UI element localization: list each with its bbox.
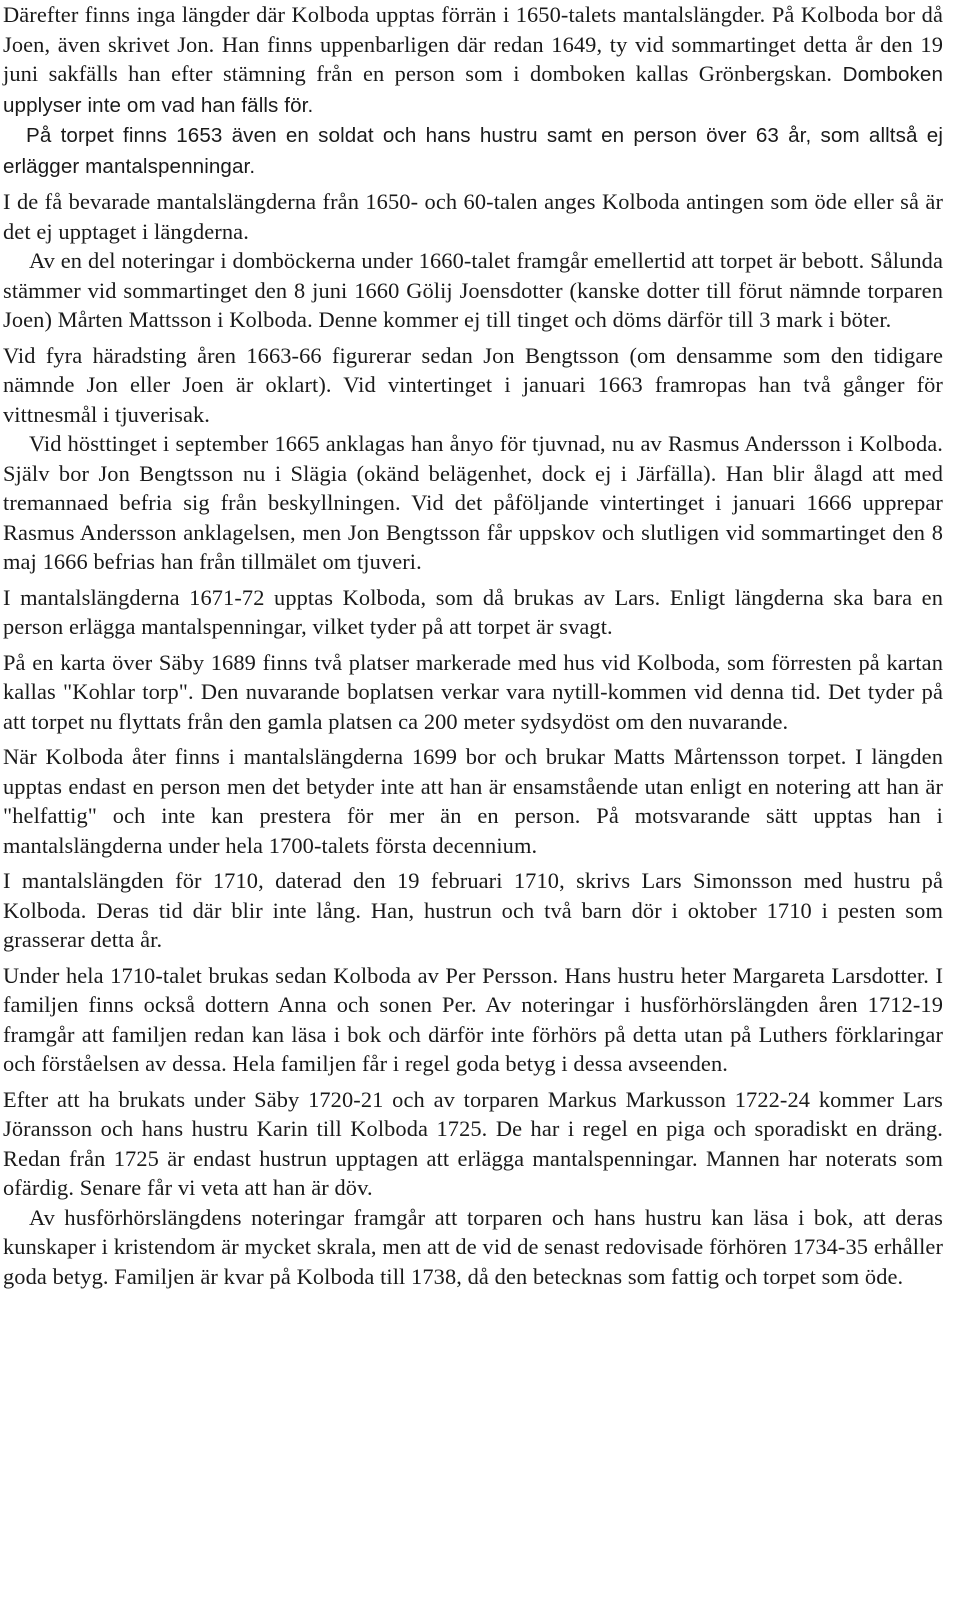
paragraph-12: Efter att ha brukats under Säby 1720-21 och av torparen Markus Markusson 1722-24 kommer Lars Jöransson och hans hustru Karin till Kolboda 1725. De har i regel en piga och sporadiskt en dräng. Redan från 1725 är endast hustrun upptagen att erlägga mantalspenningar. Mannen har noterats som ofärdig. Senare får vi veta att han är döv. <box>3 1086 943 1200</box>
paragraph-11: Under hela 1710-talet brukas sedan Kolboda av Per Persson. Hans hustru heter Margareta Larsdotter. I familjen finns också dottern Anna och sonen Per. Av noteringar i husförhörslängden åren 1712-19 framgår att familjen redan kan läsa i bok och därför inte förhörs på detta utan på Luthers förklaringar och förståelsen av dessa. Hela familjen får i regel goda betyg i dessa avseenden. <box>3 962 943 1076</box>
paragraph-10: I mantalslängden för 1710, daterad den 19 februari 1710, skrivs Lars Simonsson med hustru på Kolboda. Deras tid där blir inte lång. Han, hustrun och två barn dör i oktober 1710 i pesten som grasserar detta år. <box>3 868 943 952</box>
paragraph-1 <box>3 0 943 120</box>
paragraph-5: Vid fyra häradsting åren 1663-66 figurerar sedan Jon Bengtsson (om densamme som den tidigare nämnde Jon eller Joen är oklart). Vid vintertinget i januari 1663 framropas han två gånger för vittnesmål i tjuverisak. <box>3 342 943 427</box>
paragraph-9: När Kolboda åter finns i mantalslängderna 1699 bor och brukar Matts Mårtensson torpet. I längden upptas endast en person men det betyder inte att han är ensamstående utan enligt en notering att han är "helfattig" och inte kan prestera för mer än en person. På motsvarande sätt upptas han i mantalslängderna under hela 1700-talets första decennium. <box>3 744 943 858</box>
paragraph-3: I de få bevarade mantalslängderna från 1650- och 60-talen anges Kolboda antingen som öde eller så är det ej upptaget i längderna. <box>3 189 943 244</box>
paragraph-1-serif-text: Därefter finns inga längder där Kolboda upptas förrän i 1650-talets mantalslängder. På Kolboda bor då Joen, även skrivet Jon. Han finns uppenbarligen där redan 1649, ty vid sommartinget detta år den 19 juni sakfälls han efter stämning från en person som i domboken kallas Grönbergskan. <box>3 2 943 86</box>
paragraph-8: På en karta över Säby 1689 finns två platser markerade med hus vid Kolboda, som förresten på kartan kallas "Kohlar torp". Den nuvarande boplatsen verkar vara nytill-kommen vid denna tid. Det tyder på att torpet nu flyttats från den gamla platsen ca 200 meter sydsydöst om den nuvarande. <box>3 649 943 734</box>
paragraph-2-sans-text: På torpet finns 1653 även en soldat och hans hustru samt en person över 63 år, som alltså ej erlägger mantalspenningar. <box>3 124 943 178</box>
paragraph-4: Av en del noteringar i domböckerna under 1660-talet framgår emellertid att torpet är bebott. Sålunda stämmer vid sommartinget den 8 juni 1660 Gölij Joensdotter (kanske dotter till förut nämnde torparen Joen) Mårten Mattsson i Kolboda. Denne kommer ej till tinget och döms därför till 3 mark i böter. <box>3 248 943 332</box>
paragraph-6: Vid hösttinget i september 1665 anklagas han ånyo för tjuvnad, nu av Rasmus Andersson i Kolboda. Själv bor Jon Bengtsson nu i Slägia (okänd belägenhet, dock ej i Järfälla). Han blir ålagd att med tremannaed befria sig från beskyllningen. Vid det påföljande vintertinget i januari 1666 upprepar Rasmus Andersson anklagelsen, men Jon Bengtsson får uppskov och slutligen vid sommartinget den 8 maj 1666 befrias han från tillmälet om tjuveri. <box>3 431 943 574</box>
paragraph-1-sans-text: Domboken upplyser inte om vad han fälls för. <box>3 63 944 117</box>
paragraph-2 <box>3 120 943 181</box>
paragraph-7: I mantalslängderna 1671-72 upptas Kolboda, som då brukas av Lars. Enligt längderna ska bara en person erlägga mantalspenningar, vilket tyder på att torpet är svagt. <box>3 584 943 639</box>
paragraph-13: Av husförhörslängdens noteringar framgår att torparen och hans hustru kan läsa i bok, att deras kunskaper i kristendom är mycket skrala, men att de vid de senast redovisade förhören 1734-35 erhåller goda betyg. Familjen är kvar på Kolboda till 1738, då den betecknas som fattig och torpet som öde. <box>3 1204 943 1289</box>
